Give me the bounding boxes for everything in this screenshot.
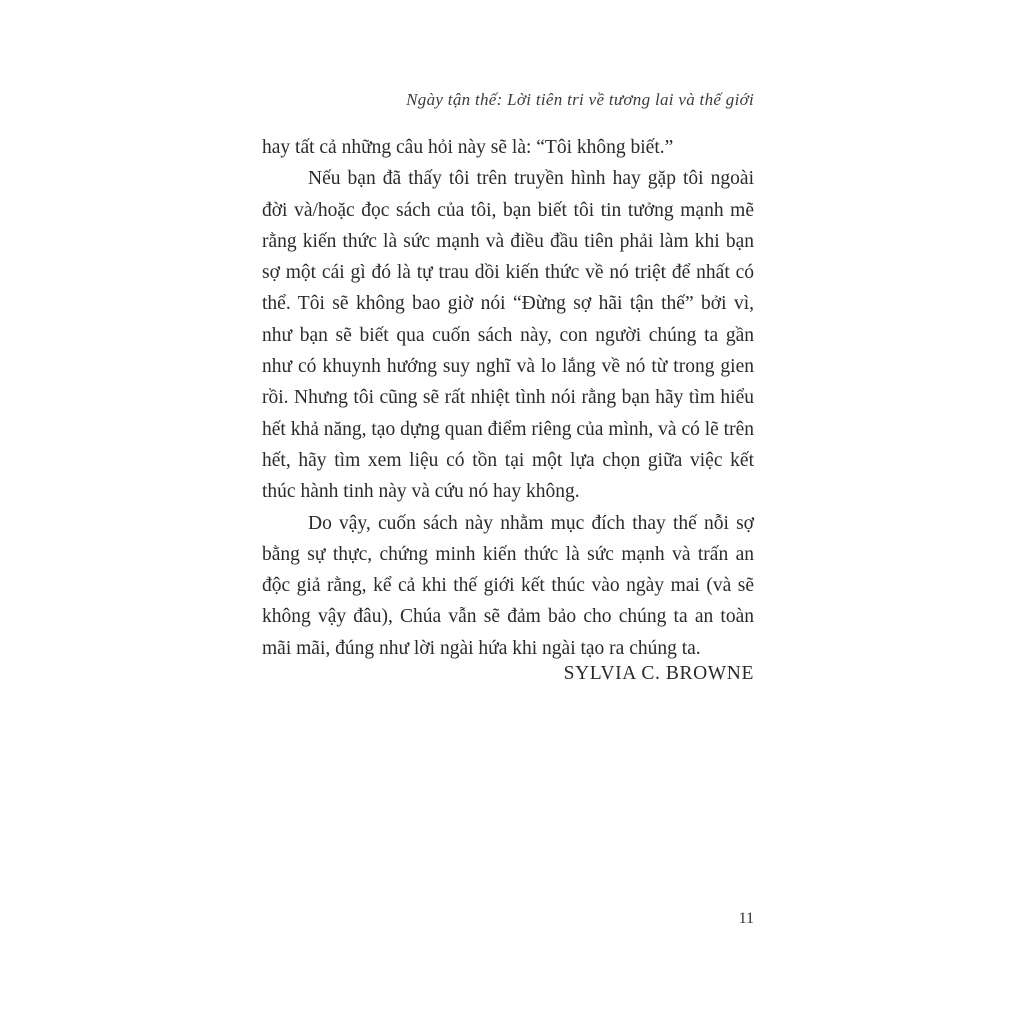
running-header: Ngày tận thế: Lời tiên tri về tương lai và thế giới	[406, 90, 754, 109]
body-text	[262, 132, 754, 664]
paragraph: Do vậy, cuốn sách này nhằm mục đích thay thế nỗi sợ bằng sự thực, chứng minh kiến thức là sức mạnh và trấn an độc giả rằng, kể cả khi thế giới kết thúc vào ngày mai (và sẽ không vậy đâu), Chúa vẫn sẽ đảm bảo cho chúng ta an toàn mãi mãi, đúng như lời ngài hứa khi ngài tạo ra chúng ta.	[262, 512, 754, 659]
paragraph: Nếu bạn đã thấy tôi trên truyền hình hay gặp tôi ngoài đời và/hoặc đọc sách của tôi, bạn biết tôi tin tưởng mạnh mẽ rằng kiến thức là sức mạnh và điều đầu tiên phải làm khi bạn sợ một cái gì đó là tự trau dồi kiến thức về nó triệt để nhất có thể. Tôi sẽ không bao giờ nói “Đừng sợ hãi tận thế” bởi vì, như bạn sẽ biết qua cuốn sách này, con người chúng ta gần như có khuynh hướng suy nghĩ và lo lắng về nó từ trong gien rồi. Nhưng tôi cũng sẽ rất nhiệt tình nói rằng bạn hãy tìm hiểu hết khả năng, tạo dựng quan điểm riêng của mình, và có lẽ trên hết, hãy tìm xem liệu có tồn tại một lựa chọn giữa việc kết thúc hành tinh này và cứu nó hay không.	[262, 168, 754, 503]
page-number: 11	[738, 910, 754, 927]
author-signature: SYLVIA C. BROWNE	[563, 663, 754, 684]
paragraph-continuation: hay tất cả những câu hỏi này sẽ là: “Tôi không biết.”	[262, 137, 674, 158]
